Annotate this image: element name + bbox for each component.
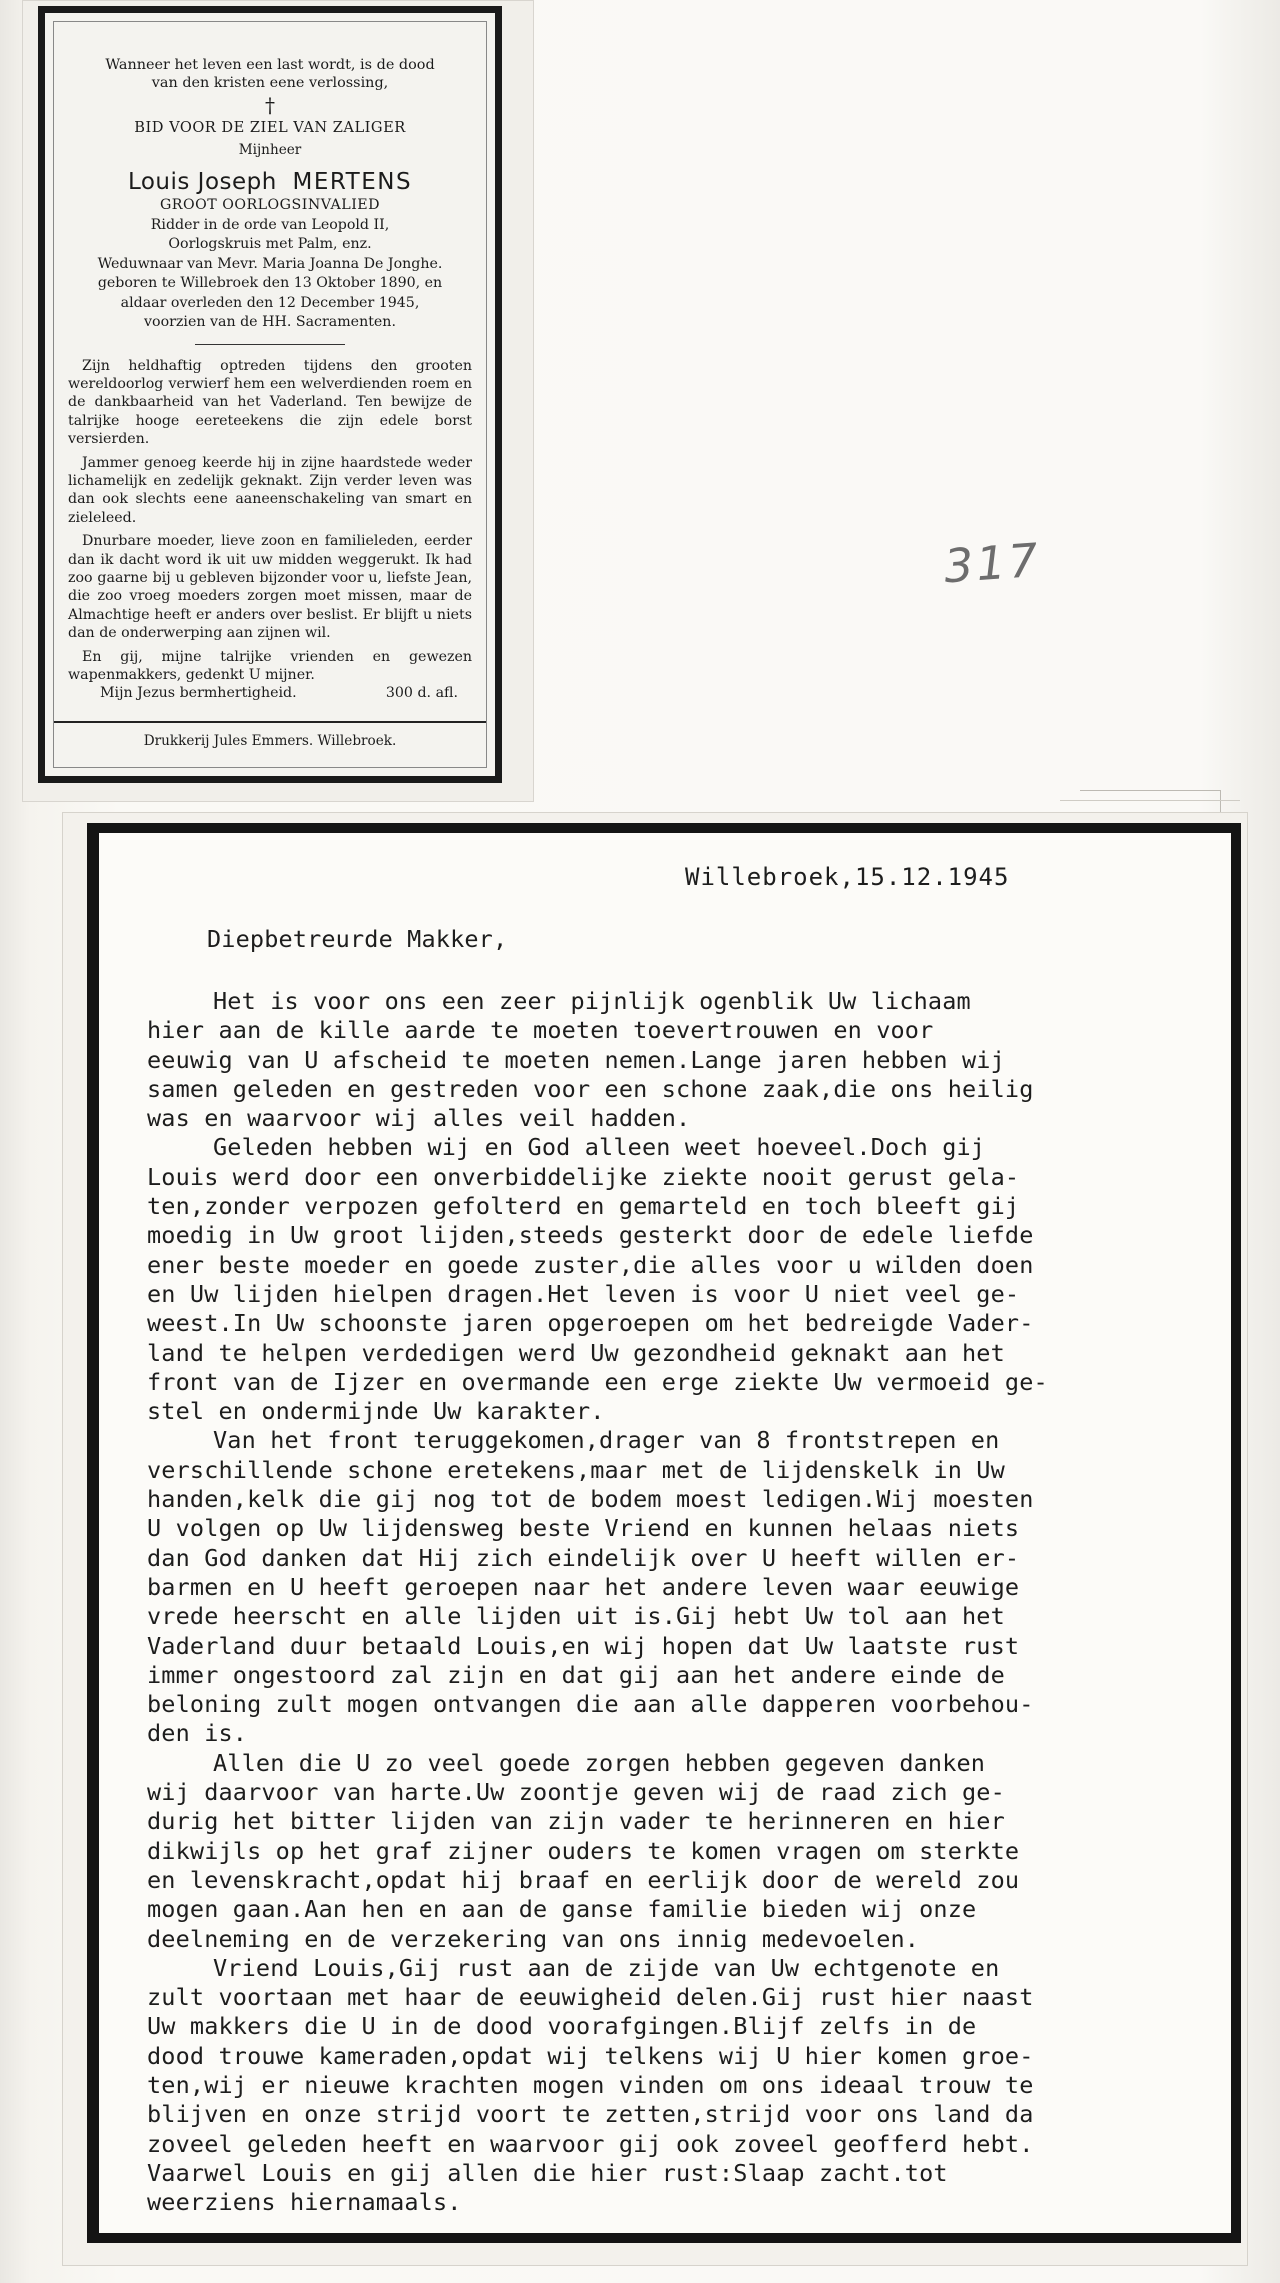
pencil-annotation: 317 bbox=[942, 532, 1043, 594]
letter-line: ten,zonder verpozen gefolterd en gemarteld en toch bleeft gij bbox=[147, 1192, 1020, 1221]
letter-line: dood trouwe kameraden,opdat wij telkens wij U hier komen groe- bbox=[147, 2041, 1034, 2070]
letter-line: wij daarvoor van harte.Uw zoontje geven wij de raad zich ge- bbox=[147, 1778, 1005, 1807]
divider bbox=[54, 721, 486, 723]
letter-line: Van het front teruggekomen,drager van 8 frontstrepen en bbox=[213, 1426, 1000, 1455]
letter-line: U volgen op Uw lijdensweg beste Vriend en kunnen helaas niets bbox=[147, 1514, 1020, 1543]
cross-icon: † bbox=[265, 93, 275, 117]
letter-line: hier aan de kille aarde te moeten toevertrouwen en voor bbox=[147, 1016, 934, 1045]
card-paragraph: En gij, mijne talrijke vrienden en gewezen wapenmakkers, gedenkt U mijner. bbox=[68, 648, 472, 683]
letter-line: front van de Ijzer en overmande een erge ziekte Uw vermoeid ge- bbox=[147, 1367, 1048, 1396]
letter-line: Uw makkers die U in de dood voorafgingen.Blijf zelfs in de bbox=[147, 2012, 977, 2041]
letter-line: Allen die U zo veel goede zorgen hebben gegeven danken bbox=[213, 1748, 986, 1777]
letter-line: zoveel geleden heeft en waarvoor gij ook zoveel geofferd hebt. bbox=[147, 2129, 1034, 2158]
card-intro-line: Wanneer het leven een last wordt, is de dood bbox=[105, 57, 435, 73]
detail-line: GROOT OORLOGSINVALIED bbox=[159, 197, 381, 213]
letter-line: stel en ondermijnde Uw karakter. bbox=[147, 1397, 605, 1426]
letter-line: Geleden hebben wij en God alleen weet hoeveel.Doch gij bbox=[213, 1133, 986, 1162]
letter-line: eeuwig van U afscheid te moeten nemen.Lange jaren hebben wij bbox=[147, 1045, 1005, 1074]
detail-line: geboren te Willebroek den 13 Oktober 1890, en bbox=[97, 275, 443, 291]
letter-line: Vaderland duur betaald Louis,en wij hopen dat Uw laatste rust bbox=[147, 1631, 1020, 1660]
letter-line: Vriend Louis,Gij rust aan de zijde van Uw echtgenote en bbox=[213, 1953, 1000, 1982]
letter-line: verschillende schone eretekens,maar met de lijdenskelk in Uw bbox=[147, 1455, 1005, 1484]
detail-line: Weduwnaar van Mevr. Maria Joanna De Jonghe. bbox=[97, 255, 443, 272]
card-paragraph: Zijn heldhaftig optreden tijdens den grooten wereldoorlog verwierf hem een welverdienden roem en de dankbaarheid van het Vaderland. Ten bewijze de talrijke hooge eereteekens die zijn edele borst versierden. bbox=[68, 357, 472, 448]
card-paragraph: Dnurbare moeder, lieve zoon en familieleden, eerder dan ik dacht word ik uit uw midden weggerukt. Ik had zoo gaarne bij u gebleven bijzonder voor u, liefste Jean, die zoo vroeg moeders zorgen moet missen, maar de Almachtige heeft er anders over beslist. Er blijft u niets dan de onderwerping aan zijnen wil. bbox=[68, 533, 472, 642]
divider bbox=[195, 344, 345, 345]
honorific: Mijnheer bbox=[238, 142, 302, 158]
letter-line: Vaarwel Louis en gij allen die hier rust:Slaap zacht.tot bbox=[147, 2158, 948, 2187]
prayer-heading: BID VOOR DE ZIEL VAN ZALIGER bbox=[134, 119, 406, 136]
letter-line: weest.In Uw schoonste jaren opgeroepen om het bedreigde Vader- bbox=[147, 1309, 1034, 1338]
letter-body bbox=[147, 987, 1237, 2217]
memorial-card bbox=[38, 6, 502, 783]
detail-line: Oorlogskruis met Palm, enz. bbox=[168, 236, 372, 252]
given-names: Louis Joseph bbox=[127, 169, 277, 195]
letter-line: den is. bbox=[147, 1719, 248, 1748]
letter-salutation: Diepbetreurde Makker, bbox=[207, 925, 508, 953]
letter-line: vrede heerscht en alle lijden uit is.Gij hebt Uw tol aan het bbox=[147, 1602, 1005, 1631]
letter-line: was en waarvoor wij alles veil hadden. bbox=[147, 1104, 691, 1133]
letter-line: zult voortaan met haar de eeuwigheid delen.Gij rust hier naast bbox=[147, 1983, 1034, 2012]
letter-line: barmen en U heeft geroepen naar het andere leven waar eeuwige bbox=[147, 1572, 1020, 1601]
card-details bbox=[68, 196, 472, 333]
letter-text bbox=[99, 833, 1231, 2233]
invocation: Mijn Jezus bermhertigheid. bbox=[100, 685, 297, 702]
letter-line: deelneming en de verzekering van ons innig medevoelen. bbox=[147, 1924, 920, 1953]
card-intro-line: van den kristen eene verlossing, bbox=[151, 75, 389, 91]
paste-edge bbox=[1060, 800, 1240, 801]
printer-credit: Drukkerij Jules Emmers. Willebroek. bbox=[143, 733, 397, 749]
letter-line: en levenskracht,opdat hij braaf en eerlijk door de wereld zou bbox=[147, 1865, 1020, 1894]
letter-line: beloning zult mogen ontvangen die aan alle dapperen voorbehou- bbox=[147, 1690, 1034, 1719]
deceased-name bbox=[68, 168, 472, 196]
letter-line: Louis werd door een onverbiddelijke ziekte nooit gerust gela- bbox=[147, 1162, 1020, 1191]
typed-letter bbox=[87, 823, 1241, 2243]
memorial-card-inner bbox=[53, 21, 487, 768]
letter-line: durig het bitter lijden van zijn vader te herinneren en hier bbox=[147, 1807, 1005, 1836]
letter-line: dikwijls op het graf zijner ouders te komen vragen om sterkte bbox=[147, 1836, 1020, 1865]
letter-date: Willebroek,15.12.1945 bbox=[685, 863, 1010, 891]
letter-line: weerziens hiernamaals. bbox=[147, 2188, 462, 2217]
paste-edge bbox=[1080, 790, 1221, 813]
letter-line: handen,kelk die gij nog tot de bodem moest ledigen.Wij moesten bbox=[147, 1485, 1034, 1514]
letter-line: moedig in Uw groot lijden,steeds gesterkt door de edele liefde bbox=[147, 1221, 1034, 1250]
detail-line: voorzien van de HH. Sacramenten. bbox=[144, 314, 396, 330]
surname: MERTENS bbox=[292, 169, 413, 195]
letter-line: dan God danken dat Hij zich eindelijk over U heeft willen er- bbox=[147, 1543, 1020, 1572]
letter-line: en Uw lijden hielpen dragen.Het leven is voor U niet veel ge- bbox=[147, 1279, 1020, 1308]
letter-line: land te helpen verdedigen werd Uw gezondheid geknakt aan het bbox=[147, 1338, 1005, 1367]
letter-line: Het is voor ons een zeer pijnlijk ogenblik Uw lichaam bbox=[213, 987, 971, 1015]
detail-line: Ridder in de orde van Leopold II, bbox=[150, 216, 390, 233]
letter-line: immer ongestoord zal zijn en dat gij aan het andere einde de bbox=[147, 1660, 1005, 1689]
letter-line: samen geleden en gestreden voor een schone zaak,die ons heilig bbox=[147, 1074, 1034, 1103]
card-signoff bbox=[68, 684, 472, 703]
card-paragraph: Jammer genoeg keerde hij in zijne haardstede weder lichamelijk en zedelijk geknakt. Zijn verder leven was dan ook slechts eene aaneenschakeling van smart en zieleleed. bbox=[68, 454, 472, 526]
indulgence: 300 d. afl. bbox=[385, 685, 458, 702]
letter-line: blijven en onze strijd voort te zetten,strijd voor ons land da bbox=[147, 2100, 1034, 2129]
letter-line: mogen gaan.Aan hen en aan de ganse familie bieden wij onze bbox=[147, 1895, 977, 1924]
letter-line: ener beste moeder en goede zuster,die alles voor u wilden doen bbox=[147, 1250, 1034, 1279]
card-intro bbox=[68, 56, 472, 92]
letter-line: ten,wij er nieuwe krachten mogen vinden om ons ideaal trouw te bbox=[147, 2070, 1034, 2099]
detail-line: aldaar overleden den 12 December 1945, bbox=[120, 294, 420, 311]
